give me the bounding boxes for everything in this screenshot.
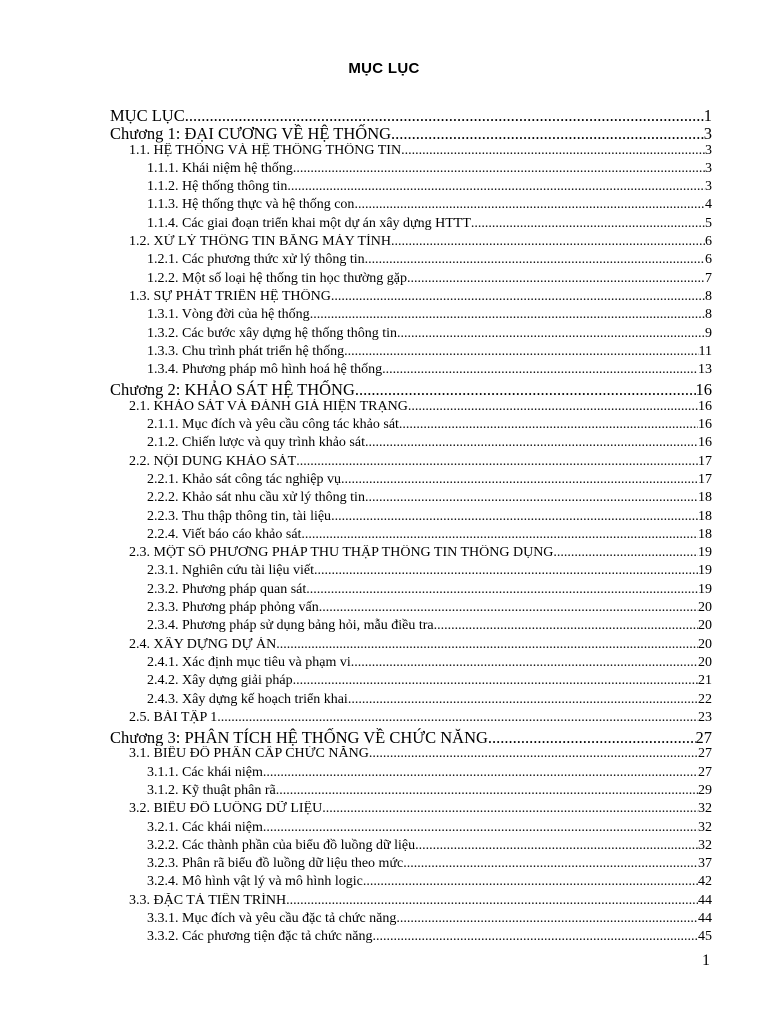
dot-leader [263, 765, 698, 781]
dot-leader [397, 326, 705, 342]
toc-entry-title: 3.3.2. Các phương tiện đặc tả chức năng [147, 929, 373, 945]
toc-entry-title: 1.3.1. Vòng đời của hệ thống [147, 307, 310, 323]
dot-leader [341, 472, 698, 488]
toc-entry-page: 32 [698, 837, 712, 853]
toc-entry-title: 1.1.2. Hệ thống thông tin [147, 179, 288, 195]
toc-entry[interactable] [110, 929, 712, 947]
toc-entry[interactable] [110, 509, 712, 527]
toc-entry-title: 3.1.1. Các khái niệm [147, 764, 263, 780]
toc-entry[interactable] [110, 344, 712, 362]
toc-entry-title: 1.3.2. Các bước xây dựng hệ thống thông tin [147, 325, 398, 341]
toc-entry-page: 19 [698, 581, 712, 597]
toc-entry[interactable] [110, 618, 712, 636]
dot-leader [306, 582, 698, 598]
toc-entry-title: 1.2.2. Một số loại hệ thống tin học thường gặp [147, 270, 407, 286]
page-number: 1 [702, 952, 710, 969]
toc-entry-page: 18 [698, 490, 712, 506]
toc-entry[interactable] [110, 454, 712, 472]
toc-entry[interactable] [110, 234, 712, 252]
toc-entry[interactable] [110, 435, 712, 453]
toc-entry[interactable] [110, 490, 712, 508]
toc-entry-title: 2.4.1. Xác định mục tiêu và phạm vi [147, 654, 351, 670]
toc-entry-title: 2.1.2. Chiến lược và quy trình khảo sát [147, 435, 365, 451]
dot-leader [471, 216, 705, 232]
dot-leader [354, 197, 705, 213]
toc-entry-page: 3 [703, 124, 712, 143]
toc-entry-title: 2.3.2. Phương pháp quan sát [147, 581, 307, 597]
toc-entry-page: 27 [695, 728, 712, 747]
toc-entry-title: 2.4. XÂY DỰNG DỰ ÁN [129, 636, 277, 652]
toc-entry-title: 2.2.2. Khảo sát nhu cầu xử lý thông tin [147, 490, 365, 506]
toc-entry-page: 16 [698, 398, 712, 414]
toc-entry-page: 44 [698, 892, 712, 908]
dot-leader [399, 417, 698, 433]
toc-entry-title: MỤC LỤC [110, 106, 185, 125]
toc-entry-title: 1.2.1. Các phương thức xử lý thông tin [147, 252, 365, 268]
toc-entry[interactable] [110, 271, 712, 289]
dot-leader [217, 710, 698, 726]
toc-entry-page: 37 [698, 856, 712, 872]
toc-entry-page: 22 [698, 691, 712, 707]
dot-leader [286, 893, 698, 909]
toc-entry-title: 1.1.3. Hệ thống thực và hệ thống con [147, 197, 355, 213]
toc-entry[interactable] [110, 197, 712, 215]
toc-entry-title: 1.1. HỆ THỐNG VÀ HỆ THỐNG THÔNG TIN [129, 142, 402, 158]
toc-entry[interactable] [110, 216, 712, 234]
toc-entry-page: 18 [698, 526, 712, 542]
dot-leader [363, 874, 698, 890]
toc-entry-page: 16 [698, 417, 712, 433]
toc-entry-title: 3.3.1. Mục đích và yêu cầu đặc tả chức năng [147, 911, 397, 927]
toc-entry[interactable] [110, 106, 712, 124]
dot-leader [331, 289, 705, 305]
toc-entry-page: 17 [698, 453, 712, 469]
toc-entry-page: 13 [698, 362, 712, 378]
toc-entry-title: 3.1. BIỂU ĐỒ PHÂN CẤP CHỨC NĂNG [129, 746, 369, 762]
dot-leader [365, 252, 705, 268]
toc-entry-title: 3.2.3. Phân rã biểu đồ luồng dữ liệu theo mức [147, 856, 404, 872]
dot-leader [263, 820, 698, 836]
toc-entry[interactable] [110, 746, 712, 764]
toc-entry-page: 3 [705, 179, 712, 195]
toc-entry[interactable] [110, 673, 712, 691]
toc-entry[interactable] [110, 527, 712, 545]
toc-entry-title: 1.3.3. Chu trình phát triển hệ thống [147, 343, 345, 359]
dot-leader [369, 746, 698, 762]
toc-entry-page: 6 [705, 252, 712, 268]
dot-leader [348, 692, 698, 708]
toc-entry[interactable] [110, 124, 712, 142]
toc-entry[interactable] [110, 801, 712, 819]
toc-entry[interactable] [110, 765, 712, 783]
toc-entry-page: 3 [705, 160, 712, 176]
dot-leader [293, 673, 698, 689]
toc-entry-page: 32 [698, 801, 712, 817]
toc-entry[interactable] [110, 307, 712, 325]
toc-entry-title: 2.2.3. Thu thập thông tin, tài liệu [147, 508, 332, 524]
dot-leader [355, 380, 696, 398]
toc-entry[interactable] [110, 856, 712, 874]
toc-entry[interactable] [110, 380, 712, 398]
toc-entry-page: 4 [705, 197, 712, 213]
toc-entry-page: 44 [698, 911, 712, 927]
toc-entry[interactable] [110, 710, 712, 728]
dot-leader [396, 911, 698, 927]
dot-leader [296, 454, 698, 470]
toc-entry[interactable] [110, 362, 712, 380]
toc-entry[interactable] [110, 655, 712, 673]
toc-entry[interactable] [110, 600, 712, 618]
dot-leader [344, 344, 698, 360]
toc-entry-title: 2.4.3. Xây dựng kế hoạch triển khai [147, 691, 348, 707]
toc-entry-page: 20 [698, 600, 712, 616]
dot-leader [434, 618, 698, 634]
table-of-contents [110, 106, 712, 948]
dot-leader [351, 655, 698, 671]
toc-entry-page: 8 [705, 307, 712, 323]
dot-leader [276, 783, 698, 799]
toc-entry[interactable] [110, 874, 712, 892]
toc-entry-title: 2.3.3. Phương pháp phỏng vấn [147, 600, 319, 616]
toc-entry-title: 3.3. ĐẶC TẢ TIẾN TRÌNH [129, 892, 287, 908]
toc-entry-page: 9 [705, 325, 712, 341]
toc-entry-page: 27 [698, 764, 712, 780]
dot-leader [322, 801, 698, 817]
dot-leader [407, 271, 705, 287]
toc-entry-title: Chương 3: PHÂN TÍCH HỆ THỐNG VỀ CHỨC NĂNG [110, 728, 488, 747]
toc-entry[interactable] [110, 179, 712, 197]
toc-entry[interactable] [110, 783, 712, 801]
toc-entry-page: 8 [705, 288, 712, 304]
toc-entry[interactable] [110, 728, 712, 746]
toc-entry-page: 23 [698, 709, 712, 725]
toc-entry-title: 3.2.1. Các khái niệm [147, 819, 263, 835]
toc-entry-page: 5 [705, 215, 712, 231]
dot-leader [185, 106, 704, 124]
toc-entry[interactable] [110, 143, 712, 161]
toc-entry-title: 3.2. BIỂU ĐỒ LUỒNG DỮ LIỆU [129, 801, 323, 817]
toc-entry-page: 16 [698, 435, 712, 451]
toc-entry-page: 18 [698, 508, 712, 524]
toc-entry[interactable] [110, 838, 712, 856]
toc-entry[interactable] [110, 326, 712, 344]
toc-entry[interactable] [110, 161, 712, 179]
toc-entry-title: Chương 1: ĐẠI CƯƠNG VỀ HỆ THỐNG [110, 124, 392, 143]
dot-leader [391, 234, 705, 250]
toc-entry-page: 20 [698, 636, 712, 652]
toc-entry-title: 2.2.4. Viết báo cáo khảo sát [147, 526, 302, 542]
dot-leader [553, 545, 698, 561]
dot-leader [301, 527, 698, 543]
dot-leader [391, 124, 704, 142]
toc-entry-page: 42 [698, 874, 712, 890]
toc-entry-title: 2.3.1. Nghiên cứu tài liệu viết [147, 563, 314, 579]
toc-entry-page: 45 [698, 929, 712, 945]
toc-entry[interactable] [110, 820, 712, 838]
toc-entry-page: 6 [705, 234, 712, 250]
toc-entry[interactable] [110, 289, 712, 307]
toc-entry-page: 3 [705, 142, 712, 158]
toc-entry-title: 3.1.2. Kỹ thuật phân rã [147, 782, 276, 798]
toc-entry-page: 27 [698, 746, 712, 762]
toc-entry-page: 21 [698, 673, 712, 689]
dot-leader [415, 838, 698, 854]
toc-entry-page: 29 [698, 782, 712, 798]
dot-leader [319, 600, 698, 616]
toc-entry[interactable] [110, 911, 712, 929]
toc-entry-title: 2.2.1. Khảo sát công tác nghiệp vụ [147, 471, 342, 487]
toc-entry[interactable] [110, 582, 712, 600]
toc-entry-title: 1.1.1. Khái niệm hệ thống [147, 160, 293, 176]
toc-entry-title: 1.3.4. Phương pháp mô hình hoá hệ thống [147, 362, 383, 378]
toc-entry-title: 2.4.2. Xây dựng giải pháp [147, 673, 293, 689]
toc-entry[interactable] [110, 893, 712, 911]
toc-entry-page: 19 [698, 563, 712, 579]
dot-leader [373, 929, 698, 945]
toc-entry-page: 19 [698, 545, 712, 561]
toc-entry-title: 2.1. KHẢO SÁT VÀ ĐÁNH GIÁ HIỆN TRẠNG [129, 398, 408, 414]
toc-entry[interactable] [110, 399, 712, 417]
toc-entry-page: 17 [698, 471, 712, 487]
dot-leader [287, 179, 705, 195]
toc-entry-title: 3.2.2. Các thành phần của biểu đồ luồng dữ liệu [147, 837, 416, 853]
toc-entry-title: 1.2. XỬ LÝ THÔNG TIN BẰNG MÁY TÍNH [129, 234, 391, 250]
toc-entry-title: 2.3. MỘT SỐ PHƯƠNG PHÁP THU THẬP THÔNG TIN THÔNG DỤNG [129, 545, 554, 561]
toc-entry-page: 20 [698, 618, 712, 634]
dot-leader [401, 143, 705, 159]
dot-leader [276, 637, 698, 653]
toc-entry[interactable] [110, 637, 712, 655]
toc-entry-page: 7 [705, 270, 712, 286]
toc-entry-title: 2.5. BÀI TẬP 1 [129, 709, 218, 725]
toc-entry[interactable] [110, 472, 712, 490]
toc-entry-page: 16 [695, 380, 712, 399]
toc-entry-title: 1.3. SỰ PHÁT TRIỂN HỆ THỐNG [129, 288, 331, 304]
dot-leader [382, 362, 698, 378]
dot-leader [488, 728, 696, 746]
toc-entry[interactable] [110, 692, 712, 710]
dot-leader [408, 399, 698, 415]
toc-entry-page: 11 [698, 343, 712, 359]
page-title: MỤC LỤC [348, 60, 420, 77]
toc-entry[interactable] [110, 563, 712, 581]
toc-entry-title: Chương 2: KHẢO SÁT HỆ THỐNG [110, 380, 355, 399]
toc-entry-title: 2.1.1. Mục đích và yêu cầu công tác khảo sát [147, 417, 399, 433]
dot-leader [293, 161, 705, 177]
toc-entry-title: 1.1.4. Các giai đoạn triển khai một dự án xây dựng HTTT [147, 215, 471, 231]
toc-entry-title: 2.3.4. Phương pháp sử dụng bảng hỏi, mẫu điều tra [147, 618, 434, 634]
dot-leader [331, 509, 698, 525]
dot-leader [365, 490, 698, 506]
dot-leader [365, 435, 698, 451]
toc-entry-page: 32 [698, 819, 712, 835]
toc-entry[interactable] [110, 417, 712, 435]
toc-entry-title: 2.2. NỘI DUNG KHẢO SÁT [129, 453, 297, 469]
dot-leader [314, 563, 698, 579]
dot-leader [403, 856, 698, 872]
toc-entry-page: 20 [698, 654, 712, 670]
toc-entry-title: 3.2.4. Mô hình vật lý và mô hình logic [147, 874, 363, 890]
dot-leader [310, 307, 705, 323]
toc-entry-page: 1 [703, 106, 712, 125]
toc-entry[interactable] [110, 545, 712, 563]
toc-entry[interactable] [110, 252, 712, 270]
